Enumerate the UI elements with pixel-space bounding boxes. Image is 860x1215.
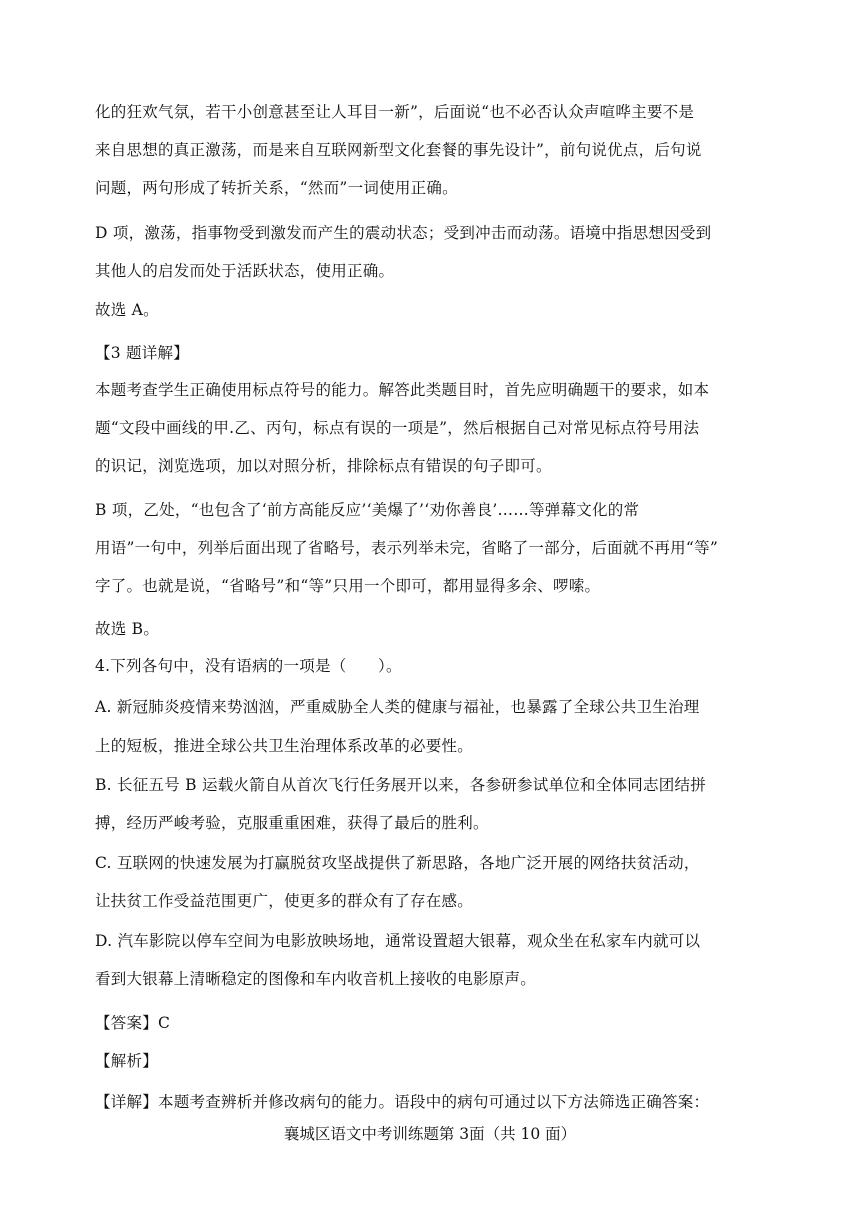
option-c-line-1: C. 互联网的快速发展为打赢脱贫攻坚战提供了新思路，各地广泛开展的网络扶贫活动， <box>95 854 700 872</box>
option-b-line-2: 搏，经历严峻考验，克服重重困难，获得了最后的胜利。 <box>95 814 489 832</box>
text-line-6: 故选 A。 <box>95 301 159 319</box>
question-4: 4.下列各句中，没有语病的一项是（ ）。 <box>95 657 402 675</box>
text-line-1: 化的狂欢气氛，若干小创意甚至让人耳目一新”，后面说“也不必否认众声喧哗主要不是 <box>95 103 695 121</box>
option-a-line-1: A. 新冠肺炎疫情来势汹汹，严重威胁全人类的健康与福祉，也暴露了全球公共卫生治理 <box>95 698 700 716</box>
text-line-9: 题“文段中画线的甲.乙、丙句，标点有误的一项是”，然后根据自己对常见标点符号用法 <box>95 419 700 437</box>
analysis-label: 【解析】 <box>95 1052 159 1070</box>
section-heading-3: 【3 题详解】 <box>95 344 190 362</box>
option-c-line-2: 让扶贫工作受益范围更广，使更多的群众有了存在感。 <box>95 892 474 910</box>
text-line-2: 来自思想的真正激荡，而是来自互联网新型文化套餐的事先设计”，前句说优点，后句说 <box>95 141 702 159</box>
text-line-13: 字了。也就是说，“省略号”和“等”只用一个即可，都用显得多余、啰嗦。 <box>95 577 601 595</box>
text-line-11: B 项，乙处，“也包含了‘前方高能反应’‘美爆了’‘劝你善良’……等弹幕文化的常 <box>95 501 640 519</box>
page-footer: 襄城区语文中考训练题第 3面（共 10 面） <box>283 1125 577 1143</box>
detail-line: 【详解】本题考查辨析并修改病句的能力。语段中的病句可通过以下方法筛选正确答案： <box>95 1093 710 1111</box>
text-line-8: 本题考查学生正确使用标点符号的能力。解答此类题目时，首先应明确题干的要求，如本 <box>95 381 710 399</box>
option-a-line-2: 上的短板，推进全球公共卫生治理体系改革的必要性。 <box>95 737 474 755</box>
text-line-5: 其他人的启发而处于活跃状态，使用正确。 <box>95 262 395 280</box>
text-line-3: 问题，两句形成了转折关系，“然而”一词使用正确。 <box>95 179 458 197</box>
answer-label: 【答案】C <box>95 1014 171 1032</box>
option-d-line-2: 看到大银幕上清晰稳定的图像和车内收音机上接收的电影原声。 <box>95 970 537 988</box>
text-line-14: 故选 B。 <box>95 620 160 638</box>
option-b-line-1: B. 长征五号 B 运载火箭自从首次飞行任务展开以来，各参研参试单位和全体同志团结拼 <box>95 776 706 794</box>
text-line-4: D 项，激荡，指事物受到激发而产生的震动状态；受到冲击而动荡。语境中指思想因受到 <box>95 224 712 242</box>
text-line-10: 的识记，浏览选项，加以对照分析，排除标点有错误的句子即可。 <box>95 457 552 475</box>
text-line-12: 用语”一句中，列举后面出现了省略号，表示列举未完，省略了一部分，后面就不再用“等” <box>95 539 719 557</box>
option-d-line-1: D. 汽车影院以停车空间为电影放映场地，通常设置超大银幕，观众坐在私家车内就可以 <box>95 932 701 950</box>
